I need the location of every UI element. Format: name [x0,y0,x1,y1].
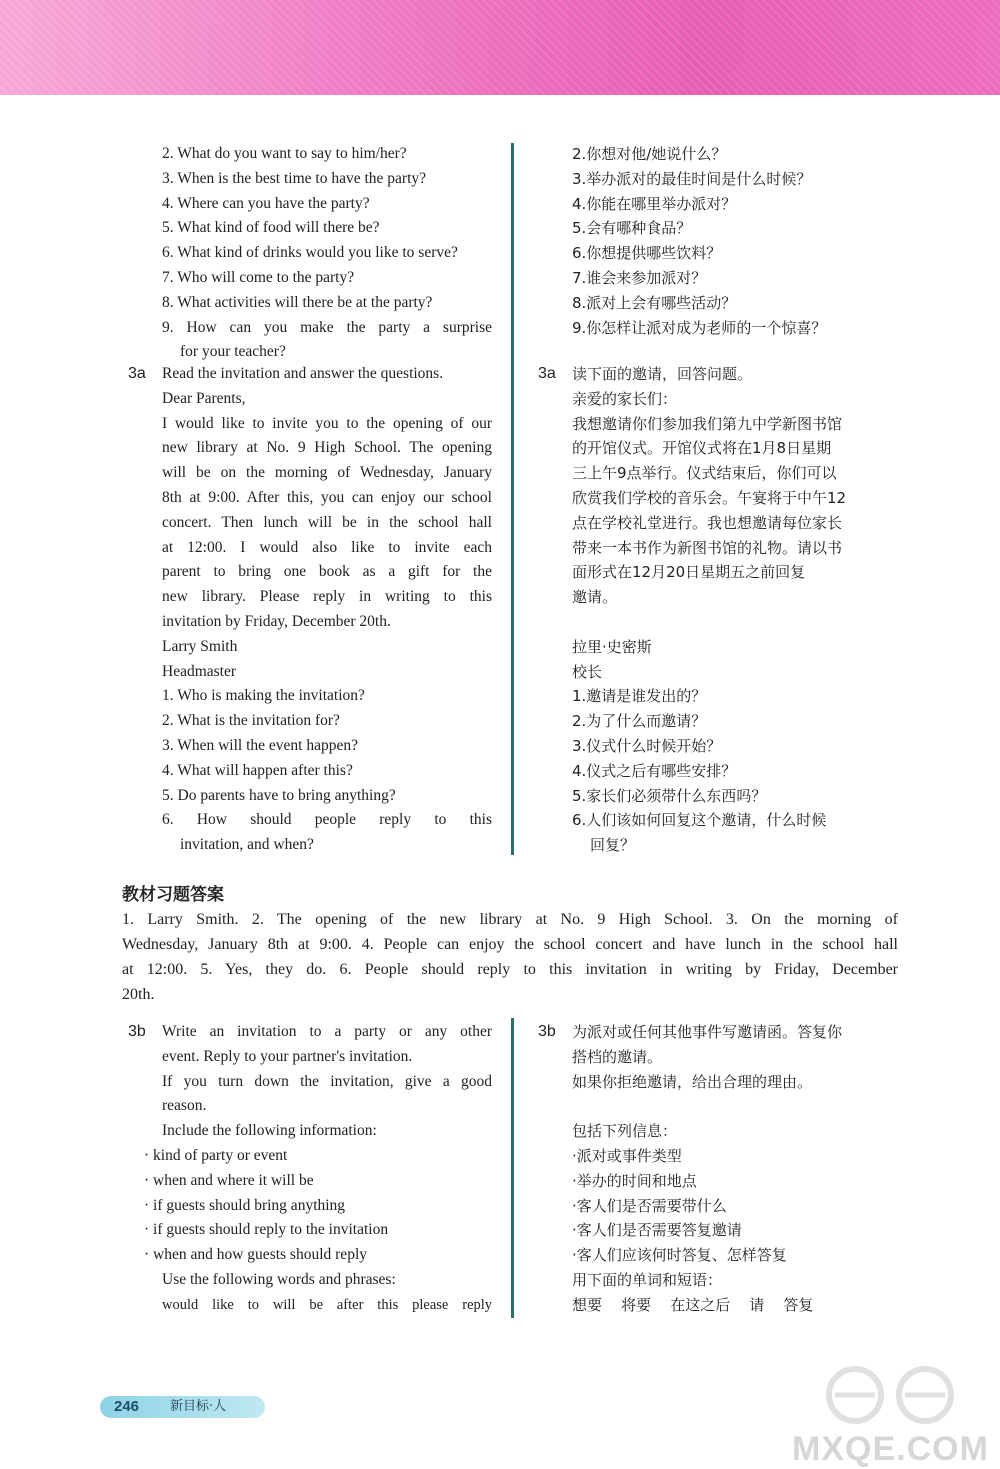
letter-body-line: invitation by Friday, December 20th. [162,612,391,630]
exercise-instruction: 3b Write an invitation to a party or any other [122,1020,492,1045]
question-line: 8.派对上会有哪些活动？ [572,293,737,312]
page-number: 246 [114,1398,140,1415]
bullet-item: · if guests should reply to the invitation [144,1221,389,1239]
question-line: 5.家长们必须带什么东西吗？ [572,786,767,805]
question-line: 2. What is the invitation for? [162,712,340,730]
letter-greeting: 亲爱的家长们： [572,389,678,408]
letter-body-line: concert. Then lunch will be in the school hall [162,513,492,531]
letter-body-line: 的开馆仪式。开馆仪式将在1月8日星期 [572,439,832,458]
question-line: 3.举办派对的最佳时间是什么时候？ [572,169,812,188]
instruction-line: reason. [162,1097,207,1115]
instruction-line: event. Reply to your partner's invitation. [162,1047,413,1065]
bullet-item: · kind of party or event [144,1146,288,1164]
letter-body-line: 带来一本书作为新图书馆的礼物。请以书 [572,538,843,557]
question-line: 3. When is the best time to have the party? [162,169,426,187]
question-line: 1.邀请是谁发出的？ [572,687,707,706]
exercise-instruction: 3b 为派对或任何其他事件写邀请函。答复你 [532,1020,902,1045]
word-list [532,1293,902,1318]
exercise-3b-cn [532,1020,902,1318]
bullet-item: ·客人们是否需要带什么 [572,1196,727,1215]
word-item: 将要 [621,1295,652,1314]
letter-body-line: 点在学校礼堂进行。我也想邀请每位家长 [572,513,843,532]
word-list [122,1293,492,1318]
question-line: 5.会有哪种食品？ [572,219,692,238]
answers-block [122,907,898,1007]
question-line: 4.仪式之后有哪些安排？ [572,761,737,780]
bullet-item: · when and how guests should reply [144,1246,367,1264]
letter-signature: Larry Smith [162,637,238,655]
questions-top-en [122,142,492,365]
bullet-item: ·客人们是否需要答复邀请 [572,1221,742,1240]
word-item: 想要 [572,1295,603,1314]
page-footer-badge [100,1396,265,1418]
question-line: 回复？ [590,836,636,855]
question-line: 4. What will happen after this? [162,761,353,779]
question-line: 4. Where can you have the party? [162,194,370,212]
question-line: 6.你想提供哪些饮料？ [572,244,722,263]
question-line: 4.你能在哪里举办派对？ [572,194,737,213]
letter-greeting: Dear Parents, [162,389,246,407]
question-line: 8. What activities will there be at the party? [162,293,433,311]
questions-top-cn [532,142,902,340]
letter-signature: 拉里·史密斯 [572,637,652,656]
letter-body-line: parent to bring one book as a gift for the [162,563,492,581]
bullet-item: ·客人们应该何时答复、怎样答复 [572,1246,787,1265]
instruction-line: Include the following information: [162,1122,377,1140]
exercise-3b-en [122,1020,492,1318]
watermark-text: MXQE.COM [792,1430,989,1468]
exercise-3a-en [122,362,492,858]
exercise-instruction: 3a Read the invitation and answer the questions. [122,362,492,387]
word-item: please [412,1296,449,1313]
letter-body-line: 8th at 9:00. After this, you can enjoy our school [162,488,492,506]
column-divider-bottom [511,1018,514,1318]
instruction-line: 如果你拒绝邀请，给出合理的理由。 [572,1072,813,1091]
question-line: invitation, and when? [180,836,314,854]
word-item: after this [336,1296,399,1313]
answer-line: at 12:00. 5. Yes, they do. 6. People should reply to this invitation in writing by Friday, December [122,961,898,978]
question-line: 9.你怎样让派对成为老师的一个惊喜？ [572,318,827,337]
word-item: 答复 [783,1295,814,1314]
question-line: for your teacher? [180,343,286,361]
word-item: 在这之后 [670,1295,731,1314]
bullet-item: · if guests should bring anything [144,1196,346,1214]
letter-body-line: at 12:00. I would also like to invite each [162,538,492,556]
word-item: will be [272,1296,323,1313]
letter-body-line: 三上午9点举行。仪式结束后，你们可以 [572,464,837,483]
question-line: 5. Do parents have to bring anything? [162,786,396,804]
exercise-label: 3b [538,1023,556,1040]
exercise-label: 3b [128,1023,146,1040]
letter-signature: 校长 [572,662,603,681]
question-line: 3.仪式什么时候开始？ [572,736,722,755]
blank-line [532,1094,902,1119]
question-line: 2. What do you want to say to him/her? [162,145,407,162]
bullet-item: ·派对或事件类型 [572,1146,682,1165]
question-line: 6.人们该如何回复这个邀请，什么时候 [572,811,827,830]
question-line: 2.你想对他/她说什么？ [572,145,727,163]
question-line: 1. Who is making the invitation? [162,687,365,705]
word-item: would like to [162,1296,260,1313]
bullet-item: ·举办的时间和地点 [572,1171,697,1190]
question-line: 2.为了什么而邀请？ [572,712,707,731]
answer-line: 1. Larry Smith. 2. The opening of the new library at No. 9 High School. 3. On the morning of [122,911,898,928]
exercise-label: 3a [128,365,146,382]
answer-line: Wednesday, January 8th at 9:00. 4. People can enjoy the school concert and have lunch in the school hall [122,936,898,953]
letter-body-line: new library. Please reply in writing to this [162,588,492,606]
word-item: reply [462,1296,493,1313]
question-line: 7.谁会来参加派对？ [572,268,707,287]
answer-line: 20th. [122,986,155,1003]
bullet-item: · when and where it will be [144,1171,314,1189]
words-intro: 用下面的单词和短语： [572,1270,723,1289]
question-line: 6. How should people reply to this [162,811,492,829]
blank-line [532,610,902,635]
words-intro: Use the following words and phrases: [162,1270,396,1288]
instruction-line: 包括下列信息： [572,1122,678,1141]
instruction-line: If you turn down the invitation, give a good [162,1072,492,1090]
word-item: 请 [749,1295,765,1314]
letter-body-line: 邀请。 [572,588,618,607]
top-banner [0,0,1000,95]
question-line: 5. What kind of food will there be? [162,219,380,237]
letter-body-line: will be on the morning of Wednesday, January [162,464,492,482]
letter-body-line: 我想邀请你们参加我们第九中学新图书馆 [572,414,843,433]
book-series: 新目标·人 [170,1399,227,1414]
question-line: 6. What kind of drinks would you like to serve? [162,244,458,262]
letter-body-line: 面形式在12月20日星期五之前回复 [572,563,806,582]
letter-body-line: new library at No. 9 High School. The opening [162,439,492,457]
answers-heading: 教材习题答案 [122,885,224,905]
instruction-line: 搭档的邀请。 [572,1047,663,1066]
column-divider-top [511,143,514,855]
question-line: 9. How can you make the party a surprise [162,318,492,336]
letter-body-line: I would like to invite you to the opening of our [162,414,492,432]
exercise-label: 3a [538,365,556,382]
question-line: 3. When will the event happen? [162,736,358,754]
letter-body-line: 欣赏我们学校的音乐会。午宴将于中午12 [572,488,847,507]
letter-signature: Headmaster [162,662,237,680]
exercise-instruction: 3a 读下面的邀请，回答问题。 [532,362,902,387]
question-line: 7. Who will come to the party? [162,268,355,286]
exercise-3a-cn [532,362,902,858]
